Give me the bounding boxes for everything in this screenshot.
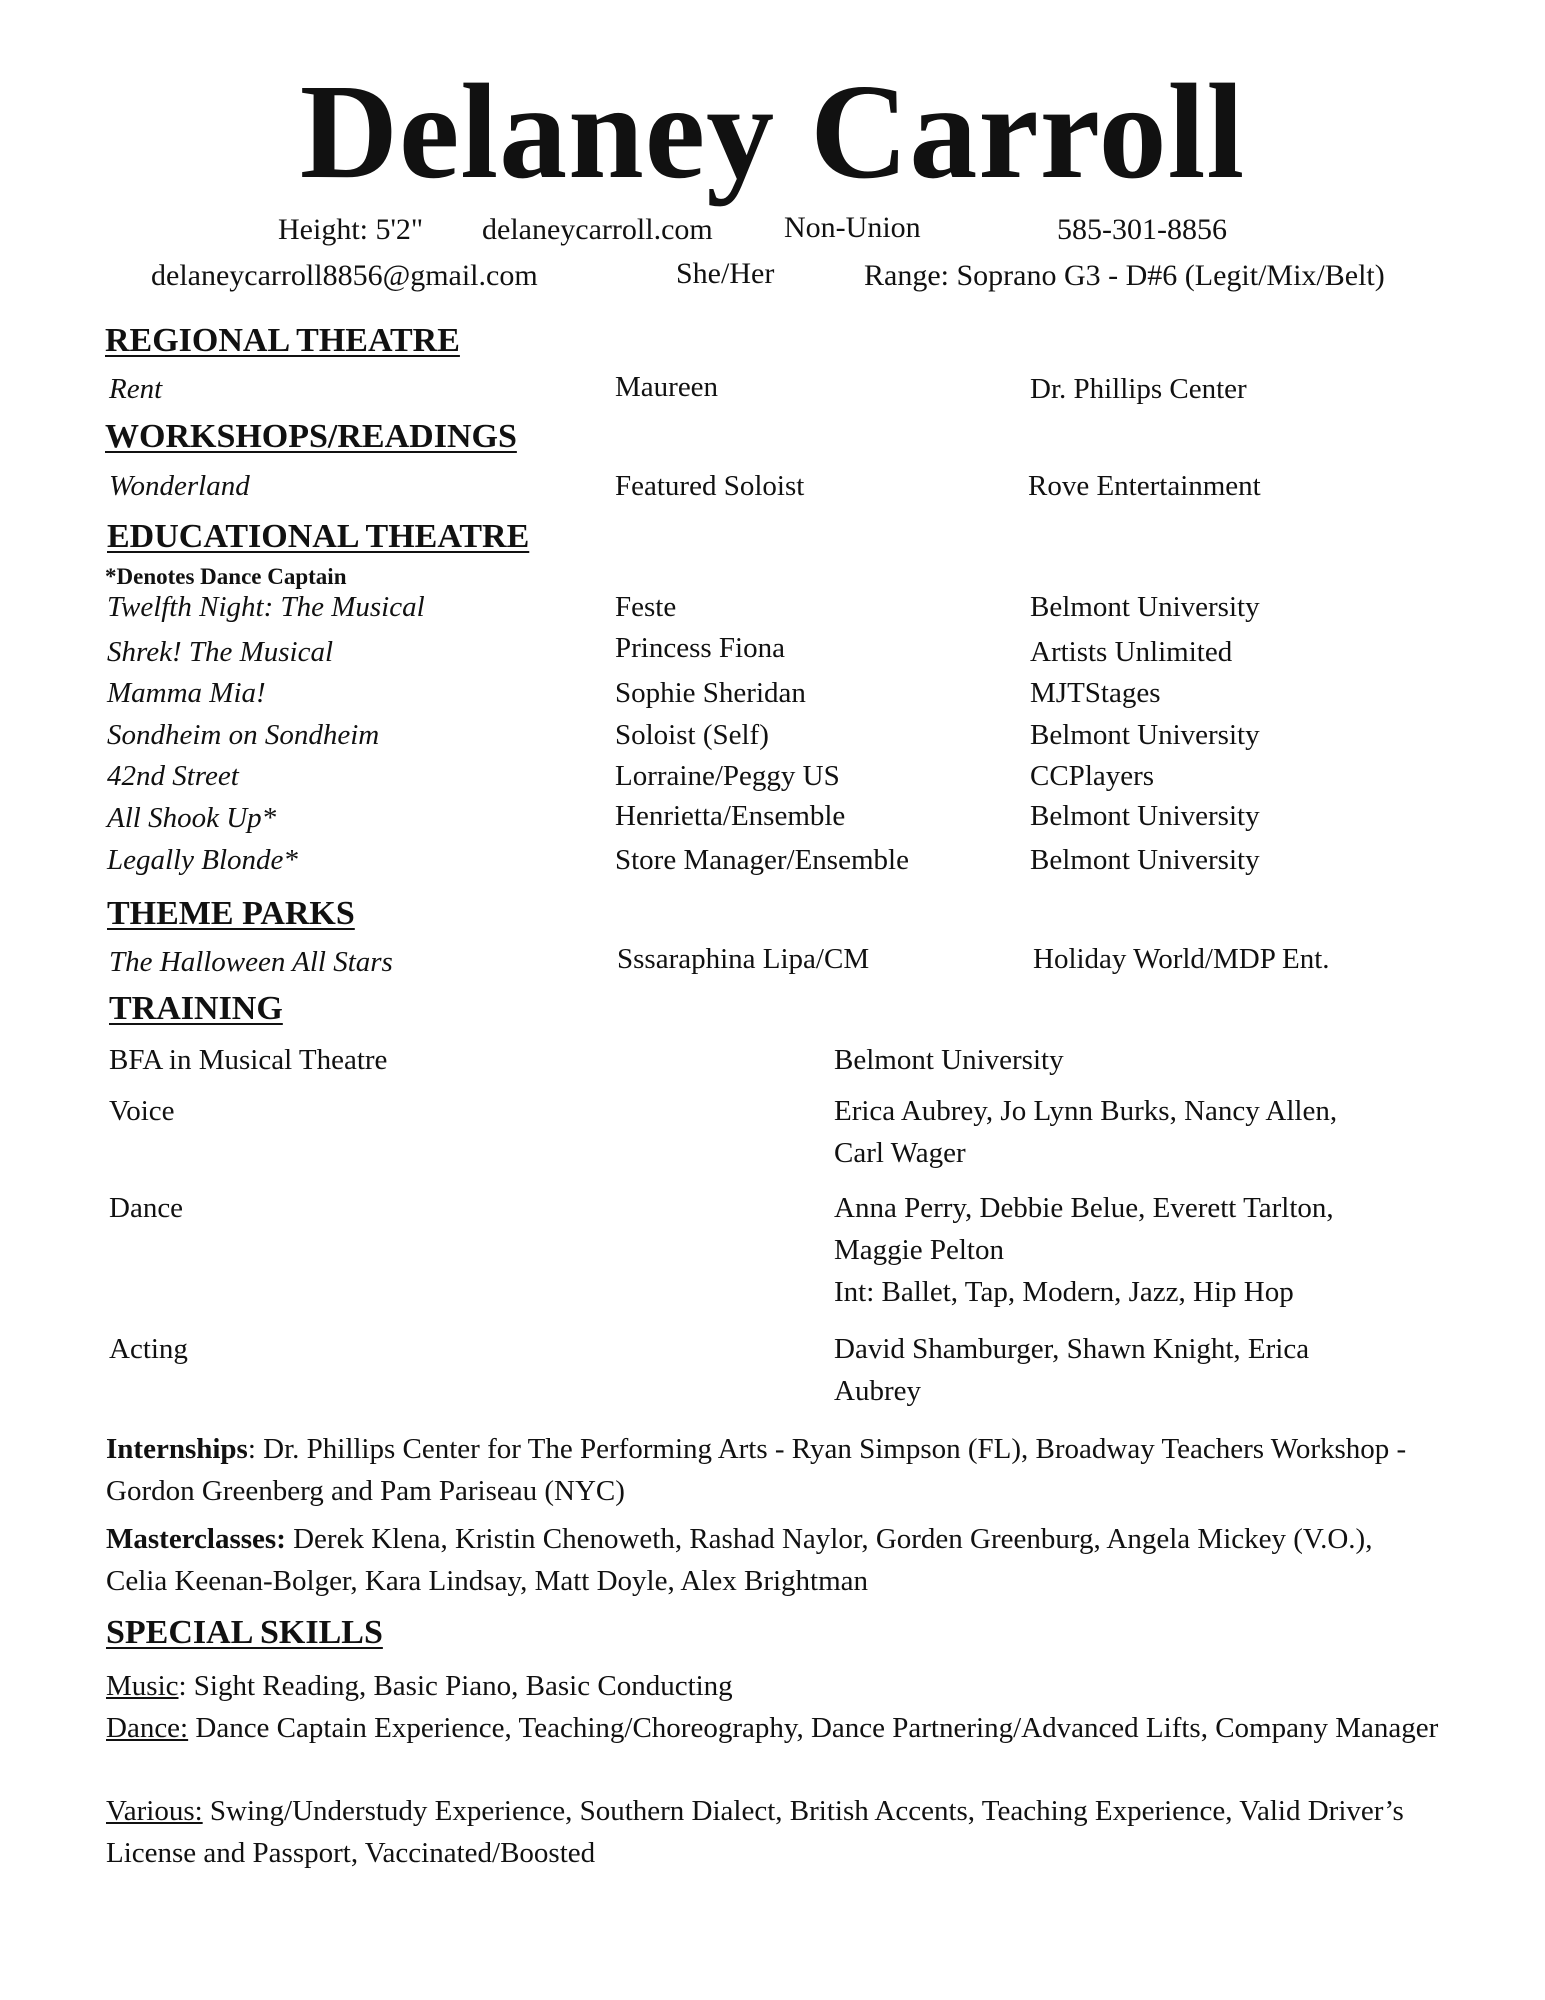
credit-venue: Belmont University	[1030, 844, 1260, 876]
credit-role: Soloist (Self)	[615, 719, 769, 751]
credit-role: Sophie Sheridan	[615, 677, 806, 709]
union-status: Non-Union	[784, 211, 921, 244]
masterclasses-paragraph	[106, 1518, 1376, 1602]
credit-venue: CCPlayers	[1030, 760, 1155, 792]
credit-role: Maureen	[615, 371, 719, 403]
workshops-heading: WORKSHOPS/READINGS	[105, 418, 517, 455]
internships-text: : Dr. Phillips Center for The Performing Arts - Ryan Simpson (FL), Broadway Teachers Workshop - Gordon Greenberg and Pam Pariseau (NYC)	[106, 1433, 1407, 1507]
vocal-range: Range: Soprano G3 - D#6 (Legit/Mix/Belt)	[864, 259, 1385, 292]
various-skills	[106, 1790, 1446, 1874]
music-skills	[106, 1665, 1456, 1707]
credit-venue: Dr. Phillips Center	[1030, 373, 1247, 405]
regional-theatre-heading: REGIONAL THEATRE	[105, 322, 460, 359]
credit-venue: Belmont University	[1030, 800, 1260, 832]
internships-label: Internships	[106, 1433, 248, 1465]
credit-role: Feste	[615, 591, 677, 623]
dance-skills-text: Dance Captain Experience, Teaching/Choreography, Dance Partnering/Advanced Lifts, Company Manager	[188, 1712, 1439, 1744]
credit-show: Wonderland	[109, 470, 250, 502]
dance-skills-label: Dance:	[106, 1712, 189, 1744]
training-label: BFA in Musical Theatre	[109, 1044, 388, 1076]
training-label: Acting	[109, 1333, 188, 1365]
credit-show: The Halloween All Stars	[109, 946, 393, 978]
credit-show: Mamma Mia!	[107, 677, 266, 709]
training-detail: Int: Ballet, Tap, Modern, Jazz, Hip Hop	[834, 1276, 1294, 1308]
credit-show: All Shook Up*	[107, 802, 277, 834]
music-skills-label: Music	[106, 1670, 179, 1702]
credit-venue: Belmont University	[1030, 719, 1260, 751]
various-skills-label: Various:	[106, 1795, 203, 1827]
credit-show: Legally Blonde*	[107, 844, 298, 876]
training-detail: David Shamburger, Shawn Knight, Erica	[834, 1333, 1310, 1365]
training-heading: TRAINING	[109, 990, 283, 1027]
credit-show: 42nd Street	[107, 760, 239, 792]
credit-show: Sondheim on Sondheim	[107, 719, 380, 751]
masterclasses-text: Derek Klena, Kristin Chenoweth, Rashad Naylor, Gorden Greenburg, Angela Mickey (V.O.), Celia Keenan-Bolger, Kara Lindsay, Matt Doyle, Alex Brightman	[106, 1523, 1373, 1597]
masterclasses-label: Masterclasses:	[106, 1523, 286, 1555]
credit-role: Lorraine/Peggy US	[615, 760, 840, 792]
training-detail: Anna Perry, Debbie Belue, Everett Tarlton,	[834, 1192, 1334, 1224]
theme-parks-heading: THEME PARKS	[107, 895, 355, 932]
dance-captain-note: *Denotes Dance Captain	[105, 564, 347, 589]
training-detail: Carl Wager	[834, 1137, 966, 1169]
email-address: delaneycarroll8856@gmail.com	[151, 259, 538, 292]
special-skills-heading: SPECIAL SKILLS	[106, 1614, 383, 1651]
credit-role: Princess Fiona	[615, 632, 785, 664]
credit-venue: Artists Unlimited	[1030, 636, 1233, 668]
height-info: Height: 5'2"	[278, 213, 424, 246]
resume-name: Delaney Carroll	[299, 57, 1246, 207]
credit-venue: Belmont University	[1030, 591, 1260, 623]
training-label: Dance	[109, 1192, 184, 1224]
credit-show: Rent	[109, 373, 163, 405]
educational-theatre-heading: EDUCATIONAL THEATRE	[107, 518, 530, 555]
credit-role: Featured Soloist	[615, 470, 805, 502]
training-detail: Erica Aubrey, Jo Lynn Burks, Nancy Allen,	[834, 1095, 1338, 1127]
credit-role: Sssaraphina Lipa/CM	[617, 943, 870, 975]
dance-skills	[106, 1707, 1441, 1749]
credit-role: Henrietta/Ensemble	[615, 800, 846, 832]
training-label: Voice	[109, 1095, 175, 1127]
training-detail: Maggie Pelton	[834, 1234, 1004, 1266]
credit-venue: MJTStages	[1030, 677, 1161, 709]
music-skills-text: : Sight Reading, Basic Piano, Basic Conducting	[178, 1670, 733, 1702]
phone-number: 585-301-8856	[1057, 213, 1227, 246]
pronouns: She/Her	[676, 257, 775, 290]
credit-show: Shrek! The Musical	[107, 636, 334, 668]
training-detail: Belmont University	[834, 1044, 1064, 1076]
credit-show: Twelfth Night: The Musical	[107, 591, 425, 623]
training-detail: Aubrey	[834, 1375, 921, 1407]
credit-venue: Rove Entertainment	[1028, 470, 1261, 502]
various-skills-text: Swing/Understudy Experience, Southern Dialect, British Accents, Teaching Experience, Valid Driver’s License and Passport, Vaccinated/Boosted	[106, 1795, 1404, 1869]
credit-venue: Holiday World/MDP Ent.	[1033, 943, 1330, 975]
credit-role: Store Manager/Ensemble	[615, 844, 909, 876]
website-info: delaneycarroll.com	[482, 213, 713, 246]
internships-paragraph	[106, 1428, 1426, 1512]
